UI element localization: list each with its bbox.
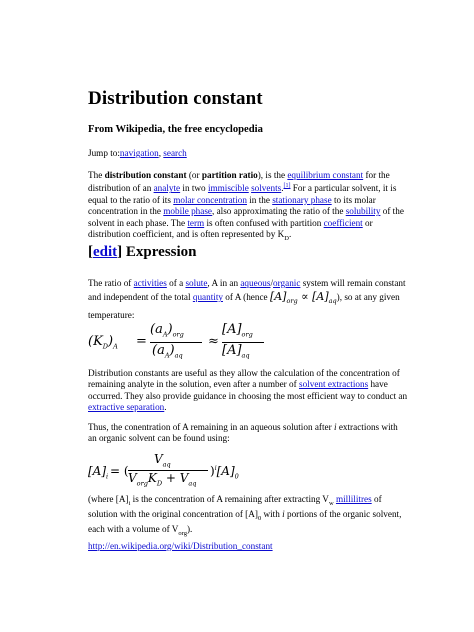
- eq-equals: = (: [110, 464, 129, 478]
- eq-part: [A]: [88, 464, 107, 478]
- intro-text: to its molar concentration in the: [88, 194, 376, 217]
- page-title: Distribution constant: [88, 88, 263, 109]
- intro-text: ), is the: [257, 170, 288, 180]
- intro-text: .: [289, 229, 292, 240]
- eq1-denominator: [152, 343, 183, 360]
- para-text: extractions with an organic solvent can be found using:: [88, 422, 398, 444]
- link-organic[interactable]: organic: [273, 278, 301, 288]
- eq-sub: i: [106, 472, 109, 481]
- eq-part: ): [167, 322, 173, 337]
- formula-sub: org: [286, 297, 298, 306]
- subscript: D: [284, 234, 289, 242]
- subscript: i: [128, 499, 131, 507]
- para-text: of a: [166, 278, 186, 288]
- eq-sub: aq: [162, 460, 171, 469]
- eq-sub: 0: [234, 472, 239, 481]
- link-coefficient[interactable]: coefficient: [323, 217, 363, 228]
- bracket: [: [88, 244, 93, 260]
- formula-part: [A]: [312, 290, 329, 303]
- formula-part: ∝: [297, 290, 313, 303]
- eq2-denominator: [128, 471, 196, 487]
- search-link[interactable]: search: [163, 148, 187, 158]
- eq2-numerator: [154, 452, 171, 468]
- bracket: ]: [117, 244, 123, 260]
- eq-sub: A: [164, 351, 170, 360]
- link-term[interactable]: term: [187, 217, 205, 228]
- link-solute[interactable]: solute: [185, 278, 208, 288]
- jump-prefix: Jump to:: [88, 148, 120, 158]
- para-text: system will remain constant and independent of the total: [88, 278, 406, 302]
- intro-text: of the solvent in each phase. The: [88, 206, 404, 228]
- link-solubility[interactable]: solubility: [345, 206, 381, 217]
- para-text: have occurred. They also provide guidance in choosing the most efficient way to conduct an: [88, 379, 408, 401]
- formula-sub: aq: [328, 297, 337, 306]
- eq-approx: ≈: [208, 334, 219, 349]
- eq-part: + V: [162, 471, 189, 485]
- intro-paragraph: [88, 170, 408, 244]
- link-equilibrium-constant[interactable]: equilibrium constant: [287, 170, 364, 180]
- para-italic: i: [282, 509, 285, 520]
- intro-text: .: [281, 183, 284, 194]
- eq-exponent: i: [214, 465, 217, 472]
- para-text: .: [164, 402, 167, 413]
- edit-section-link[interactable]: edit: [93, 244, 118, 260]
- equation-distribution-constant: [88, 322, 288, 364]
- para-text: with: [261, 509, 283, 520]
- paragraph-concentration: [88, 422, 408, 445]
- link-solvents[interactable]: solvents: [251, 183, 282, 194]
- para-text: ), so at any given temperature:: [88, 292, 400, 321]
- eq1-denominator2: [222, 343, 250, 360]
- link-analyte[interactable]: analyte: [153, 183, 181, 194]
- subscript: w: [328, 499, 334, 507]
- intro-bold-term: partition ratio: [201, 170, 258, 180]
- subscript: 0: [257, 515, 262, 523]
- para-text: /: [270, 278, 274, 288]
- link-stationary-phase[interactable]: stationary phase: [272, 194, 332, 205]
- link-solvent-extractions[interactable]: solvent extractions: [299, 379, 369, 390]
- para-text: (where [A]: [88, 494, 129, 504]
- formula-part: [A]: [269, 290, 287, 303]
- link-aqueous[interactable]: aqueous: [240, 278, 271, 288]
- intro-bold-term: distribution constant: [104, 170, 187, 180]
- para-text: is the concentration of A remaining after extracting V: [130, 494, 329, 504]
- link-molar-concentration[interactable]: molar concentration: [173, 194, 247, 205]
- link-quantity[interactable]: quantity: [192, 292, 223, 302]
- para-text: portions of the organic solvent, each with a volume of V: [88, 509, 402, 535]
- expression-paragraph: [88, 276, 408, 322]
- link-immiscible[interactable]: immiscible: [207, 183, 249, 194]
- inline-formula: [269, 290, 337, 306]
- eq-equals: =: [136, 334, 147, 349]
- eq1-numerator2: [222, 322, 253, 339]
- intro-text: , also approximating the ratio of the: [212, 206, 346, 217]
- eq-sub: aq: [174, 351, 183, 360]
- para-text: of solution with the original concentration of [A]: [88, 494, 382, 520]
- source-url-link[interactable]: http://en.wikipedia.org/wiki/Distribution_constant: [88, 541, 273, 551]
- eq-part: (K: [88, 334, 103, 349]
- page-subtitle: From Wikipedia, the free encyclopedia: [88, 124, 263, 135]
- link-activities[interactable]: activities: [133, 278, 167, 288]
- intro-text: For a particular solvent, it is equal to the ratio of its: [88, 183, 397, 205]
- jump-links: [88, 148, 408, 159]
- eq-sub: aq: [188, 479, 197, 488]
- eq-part: (a: [150, 322, 163, 337]
- jump-sep: ,: [158, 148, 164, 158]
- intro-text: is often confused with partition: [204, 217, 324, 228]
- para-italic: i: [333, 422, 337, 432]
- intro-text: in two: [180, 183, 208, 194]
- eq-sub: D: [156, 479, 163, 488]
- eq1-numerator: [150, 322, 184, 339]
- eq-part: ): [169, 343, 175, 358]
- navigation-link[interactable]: navigation: [119, 148, 159, 158]
- paragraph-usefulness: [88, 368, 408, 414]
- link-mobile-phase[interactable]: mobile phase: [163, 206, 212, 217]
- eq-sub: org: [172, 330, 184, 339]
- source-link-line: [88, 541, 408, 552]
- intro-text: (or: [186, 170, 202, 180]
- eq-part: ): [108, 334, 114, 349]
- eq-sub: D: [102, 342, 109, 351]
- para-text: of A (hence: [222, 292, 270, 302]
- subscript: org: [178, 530, 187, 538]
- para-text: ).: [186, 524, 193, 535]
- eq-part: [A]: [222, 322, 242, 337]
- reference-link[interactable]: [1]: [283, 183, 291, 190]
- intro-text: The: [88, 170, 105, 180]
- eq-sub: org: [241, 330, 253, 339]
- eq-part: K: [147, 471, 157, 485]
- section-heading: [88, 244, 197, 261]
- eq-sub: A: [162, 330, 168, 339]
- eq-part: [A]: [222, 343, 242, 358]
- intro-text: in the: [246, 194, 273, 205]
- intro-text: for the distribution of an: [88, 170, 390, 194]
- link-extractive-separation[interactable]: extractive separation: [88, 402, 165, 413]
- para-text: Thus, the conentration of A remaining in an aqueous solution after: [88, 422, 334, 432]
- paragraph-where: [88, 494, 408, 540]
- eq-sub: A: [113, 342, 118, 351]
- para-text: The ratio of: [88, 278, 134, 288]
- eq1-lhs: [88, 334, 118, 351]
- equation-remaining-concentration: [88, 452, 288, 492]
- eq-part: (a: [152, 343, 165, 358]
- eq-sub: aq: [241, 351, 250, 360]
- para-text: , A in an: [207, 278, 241, 288]
- eq-part: V: [128, 471, 137, 485]
- link-millilitres[interactable]: millilitres: [335, 494, 372, 504]
- section-title: Expression: [125, 244, 197, 260]
- para-text: Distribution constants are useful as they allow the calculation of the concentration of remaining analyte in the solution, even after a number of: [88, 368, 400, 390]
- intro-text: or distribution coefficient, and is often represented by K: [88, 217, 373, 240]
- eq-part: ): [210, 464, 215, 478]
- eq2-tail: [210, 464, 239, 480]
- eq-part: [A]: [216, 464, 235, 478]
- eq-part: V: [154, 452, 163, 466]
- eq-sub: org: [136, 479, 148, 488]
- eq2-lhs: [88, 464, 108, 480]
